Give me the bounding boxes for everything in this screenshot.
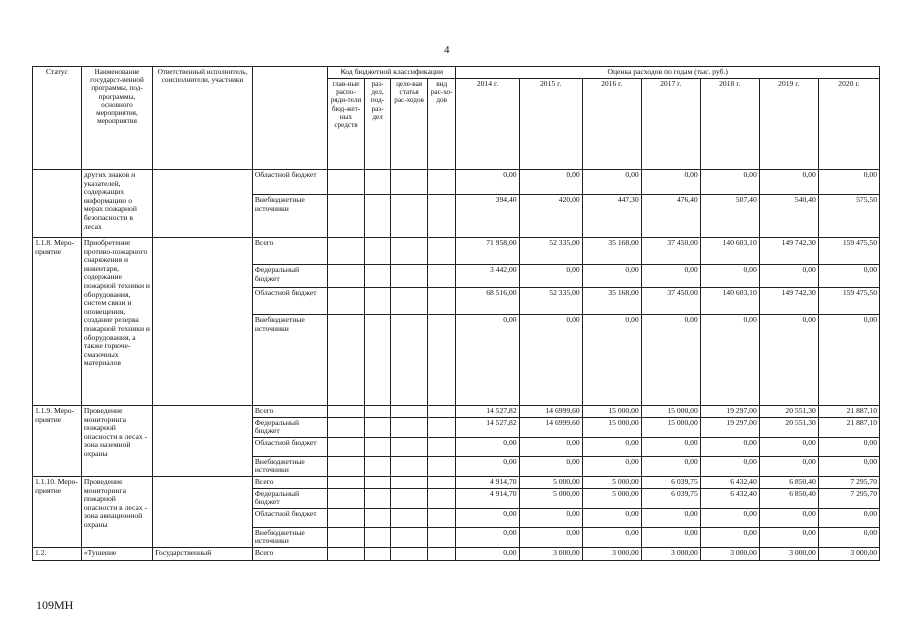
value-cell: 15 000,00 [582,417,641,437]
header-year: 2015 г. [519,79,582,170]
header-year: 2018 г. [700,79,759,170]
value-cell: 4 914,70 [456,488,519,508]
status-cell: 1.1.10. Меро-приятие [33,476,82,547]
value-cell: 3 000,00 [818,547,879,560]
source-cell: Областной бюджет [252,437,327,456]
header-year: 2017 г. [641,79,700,170]
value-cell: 0,00 [519,456,582,476]
value-cell: 35 168,00 [582,288,641,315]
value-cell: 0,00 [519,170,582,195]
value-cell: 149 742,30 [759,238,818,265]
value-cell: 0,00 [700,456,759,476]
value-cell: 0,00 [582,437,641,456]
source-cell: Всего [252,238,327,265]
status-cell: 1.1.9. Меро-приятие [33,406,82,477]
value-cell: 0,00 [641,265,700,288]
value-cell: 3 000,00 [700,547,759,560]
value-cell: 0,00 [700,527,759,547]
value-cell: 5 000,00 [582,476,641,488]
value-cell: 5 000,00 [519,488,582,508]
source-cell: Областной бюджет [252,288,327,315]
value-cell: 0,00 [759,170,818,195]
header-gr: глав-ные распо-ряди-тели бюд-жет-ных средств [328,79,365,170]
value-cell: 6 850,40 [759,488,818,508]
responsible-cell [153,476,253,547]
name-cell: Проведение мониторинга пожарной опасности в лесах - зона наземной охраны [81,406,152,477]
value-cell: 52 335,00 [519,288,582,315]
header-expenses: Оценка расходов по годам (тыс. руб.) [456,67,880,79]
source-cell: Федеральный бюджет [252,488,327,508]
value-cell: 7 295,70 [818,488,879,508]
value-cell: 0,00 [519,508,582,527]
value-cell: 0,00 [641,456,700,476]
value-cell: 21 887,10 [818,406,879,418]
source-cell: Областной бюджет [252,170,327,195]
value-cell: 0,00 [641,527,700,547]
value-cell: 19 297,00 [700,417,759,437]
header-name: Наименование государст-венной программы, под-программы, основного мероприятия, мероприятия [81,67,152,170]
value-cell: 15 000,00 [641,406,700,418]
value-cell: 0,00 [759,315,818,406]
value-cell: 7 295,70 [818,476,879,488]
name-cell: «Тушение [81,547,152,560]
header-year: 2020 г. [818,79,879,170]
value-cell: 52 335,00 [519,238,582,265]
value-cell: 575,50 [818,195,879,238]
budget-table [32,66,880,561]
value-cell: 0,00 [582,527,641,547]
table-row [33,476,880,488]
value-cell: 5 000,00 [582,488,641,508]
value-cell: 0,00 [818,265,879,288]
status-cell: 1.2. [33,547,82,560]
value-cell: 0,00 [759,456,818,476]
value-cell: 0,00 [582,508,641,527]
value-cell: 20 551,30 [759,406,818,418]
table-row [33,238,880,265]
table-row [33,547,880,560]
value-cell: 71 958,00 [456,238,519,265]
source-cell: Всего [252,406,327,418]
header-source [252,67,327,170]
value-cell: 0,00 [641,437,700,456]
value-cell: 15 000,00 [582,406,641,418]
value-cell: 6 039,75 [641,488,700,508]
name-cell: Приобретение противо-пожарного снаряжения и инвентаря, содержание пожарной техники и оборудования, систем связи и оповещения, создание резерва пожарной техники и оборудования, а также горюче-смазочных материалов [81,238,152,406]
value-cell: 0,00 [759,265,818,288]
value-cell: 0,00 [818,527,879,547]
value-cell: 0,00 [818,315,879,406]
source-cell: Федеральный бюджет [252,417,327,437]
value-cell: 0,00 [700,508,759,527]
value-cell: 14 6999,60 [519,406,582,418]
value-cell: 0,00 [519,527,582,547]
value-cell: 140 603,10 [700,288,759,315]
value-cell: 447,30 [582,195,641,238]
value-cell: 476,40 [641,195,700,238]
value-cell: 0,00 [700,170,759,195]
value-cell: 0,00 [759,437,818,456]
responsible-cell: Государственный [153,547,253,560]
value-cell: 0,00 [641,508,700,527]
value-cell: 0,00 [456,527,519,547]
value-cell: 3 000,00 [641,547,700,560]
table-row [33,170,880,195]
header-budget-class: Код бюджетной классификации [328,67,456,79]
responsible-cell [153,238,253,406]
value-cell: 0,00 [456,170,519,195]
header-year: 2014 г. [456,79,519,170]
value-cell: 15 000,00 [641,417,700,437]
source-cell: Внебюджетные источники [252,195,327,238]
page-number: 4 [444,44,450,56]
value-cell: 140 603,10 [700,238,759,265]
value-cell: 37 450,00 [641,288,700,315]
value-cell: 159 475,50 [818,238,879,265]
header-status: Статус [33,67,82,170]
value-cell: 3 442,00 [456,265,519,288]
value-cell: 0,00 [818,456,879,476]
value-cell: 0,00 [818,170,879,195]
value-cell: 540,40 [759,195,818,238]
value-cell: 0,00 [582,265,641,288]
value-cell: 37 450,00 [641,238,700,265]
value-cell: 0,00 [759,527,818,547]
header-vr: вид рас-хо-дов [427,79,456,170]
table-row [33,406,880,418]
status-cell: 1.1.8. Меро-приятие [33,238,82,406]
name-cell: Проведение мониторинга пожарной опасности в лесах - зона авиационной охраны [81,476,152,547]
responsible-cell [153,170,253,238]
value-cell: 0,00 [456,315,519,406]
value-cell: 0,00 [519,265,582,288]
value-cell: 6 039,75 [641,476,700,488]
header-year: 2016 г. [582,79,641,170]
value-cell: 0,00 [456,508,519,527]
value-cell: 0,00 [519,315,582,406]
value-cell: 14 527,82 [456,406,519,418]
header-csr: целе-вая статья рас-ходов [391,79,428,170]
value-cell: 394,40 [456,195,519,238]
value-cell: 507,40 [700,195,759,238]
responsible-cell [153,406,253,477]
value-cell: 0,00 [456,456,519,476]
value-cell: 159 475,50 [818,288,879,315]
source-cell: Областной бюджет [252,508,327,527]
value-cell: 3 000,00 [582,547,641,560]
value-cell: 19 297,00 [700,406,759,418]
value-cell: 0,00 [582,456,641,476]
source-cell: Внебюджетные источники [252,456,327,476]
value-cell: 3 000,00 [519,547,582,560]
value-cell: 68 516,00 [456,288,519,315]
value-cell: 0,00 [818,437,879,456]
value-cell: 6 432,40 [700,488,759,508]
value-cell: 14 6999,60 [519,417,582,437]
value-cell: 21 887,10 [818,417,879,437]
value-cell: 0,00 [519,437,582,456]
value-cell: 0,00 [582,315,641,406]
value-cell: 0,00 [456,547,519,560]
value-cell: 4 914,70 [456,476,519,488]
value-cell: 6 432,40 [700,476,759,488]
source-cell: Всего [252,547,327,560]
header-rz: раз-дел, под-раз-дел [364,79,390,170]
value-cell: 0,00 [456,437,519,456]
source-cell: Федеральный бюджет [252,265,327,288]
value-cell: 35 168,00 [582,238,641,265]
value-cell: 0,00 [818,508,879,527]
header-year: 2019 г. [759,79,818,170]
source-cell: Внебюджетные источники [252,315,327,406]
status-cell [33,170,82,238]
value-cell: 0,00 [641,315,700,406]
value-cell: 6 850,40 [759,476,818,488]
value-cell: 149 742,30 [759,288,818,315]
value-cell: 420,00 [519,195,582,238]
value-cell: 14 527,82 [456,417,519,437]
value-cell: 0,00 [700,315,759,406]
source-cell: Всего [252,476,327,488]
value-cell: 0,00 [700,265,759,288]
value-cell: 3 000,00 [759,547,818,560]
value-cell: 0,00 [582,170,641,195]
value-cell: 20 551,30 [759,417,818,437]
value-cell: 0,00 [759,508,818,527]
footer-code: 109МН [36,598,74,612]
value-cell: 0,00 [700,437,759,456]
header-responsible: Ответственный исполнитель, соисполнители, участники [153,67,253,170]
value-cell: 5 000,00 [519,476,582,488]
name-cell: других знаков и указателей, содержащих информацию о мерах пожарной безопасности в лесах [81,170,152,238]
source-cell: Внебюджетные источники [252,527,327,547]
value-cell: 0,00 [641,170,700,195]
